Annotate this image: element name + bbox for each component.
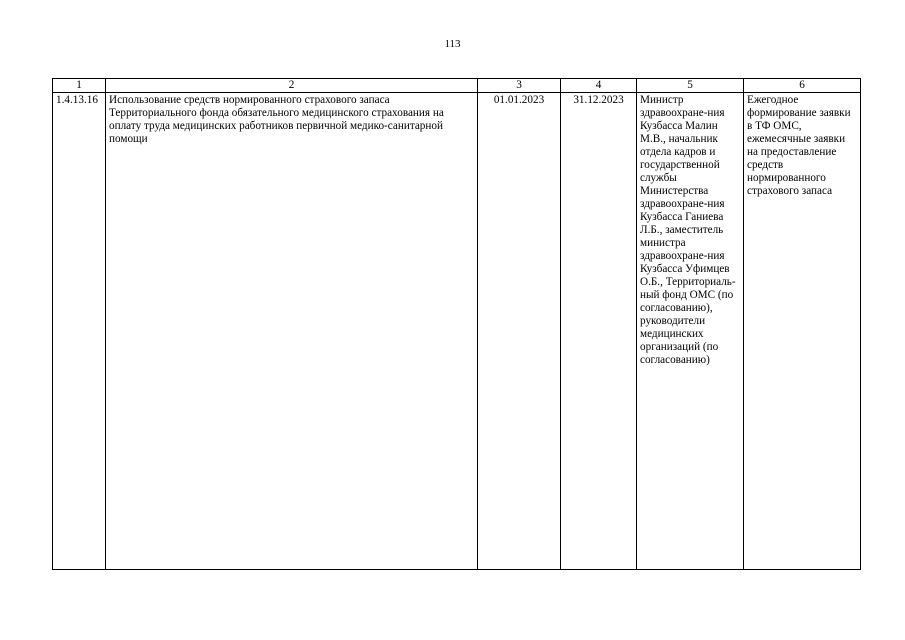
column-header-5: 5 xyxy=(637,79,744,93)
column-header-6: 6 xyxy=(744,79,861,93)
cell-responsible: Министр здравоохране-ния Кузбасса Малин М.В., начальник отдела кадров и государственной службы Министерства здравоохране-ния Кузбасса Ганиева Л.Б., заместитель министра здравоохране-ния Кузбасса Уфимцев О.Б., Территориаль-ный фонд ОМС (по согласованию), руководители медицинских организаций (по согласованию) xyxy=(637,93,744,570)
table-row xyxy=(53,93,861,570)
cell-description: Использование средств нормированного страхового запаса Территориального фонда обязательного медицинского страхования на оплату труда медицинских работников первичной медико-санитарной помощи xyxy=(106,93,478,570)
cell-item-code: 1.4.13.16 xyxy=(53,93,106,570)
cell-result: Ежегодное формирование заявки в ТФ ОМС, ежемесячные заявки на предоставление средств нормированного страхового запаса xyxy=(744,93,861,570)
activity-table xyxy=(52,78,861,570)
page-number: 113 xyxy=(444,38,461,50)
column-header-4: 4 xyxy=(561,79,637,93)
column-header-3: 3 xyxy=(478,79,561,93)
table-header-row xyxy=(53,79,861,93)
cell-start-date: 01.01.2023 xyxy=(478,93,561,570)
cell-end-date: 31.12.2023 xyxy=(561,93,637,570)
column-header-1: 1 xyxy=(53,79,106,93)
column-header-2: 2 xyxy=(106,79,478,93)
